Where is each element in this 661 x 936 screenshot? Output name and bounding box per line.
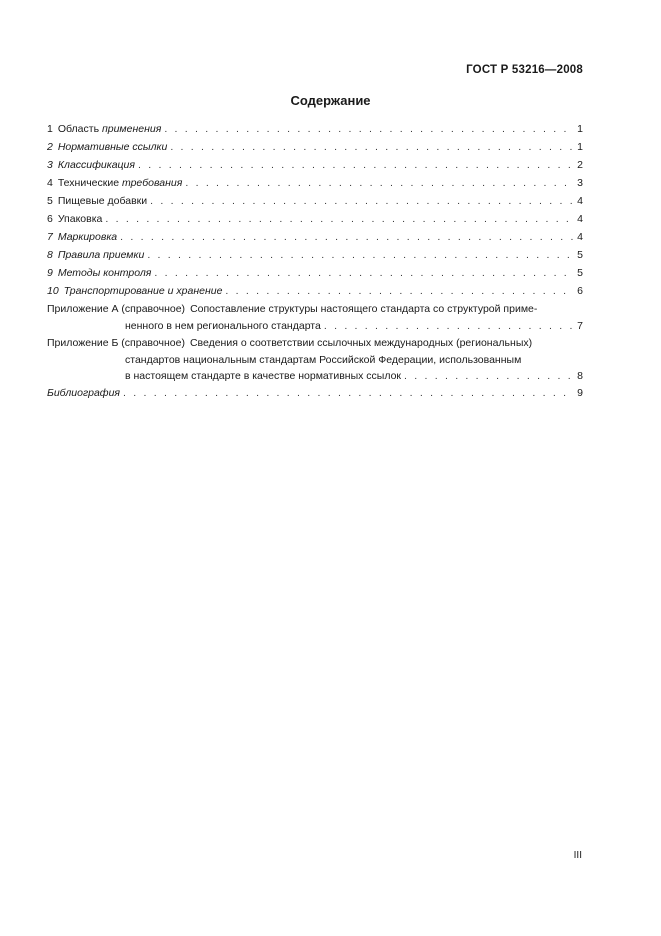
dot-leader [185,174,573,192]
entry-title-regular: Упаковка [57,213,103,225]
toc-title: Содержание [290,93,371,108]
table-of-contents [47,120,583,402]
entry-number: 7 [47,231,53,243]
entry-page: 8 [577,370,583,382]
entry-number: 2 [47,141,53,153]
entry-title-italic: требования [121,177,183,189]
bibliography-title: Библиография [47,387,121,399]
dot-leader [120,228,573,246]
toc-entry-3[interactable] [47,156,583,174]
toc-entry-1[interactable] [47,120,583,138]
entry-page: 2 [577,159,583,171]
entry-page: 1 [577,123,583,135]
entry-title-regular: Технические [57,177,122,189]
entry-title-italic: Нормативные ссылки [57,141,168,153]
entry-number: 8 [47,249,53,261]
dot-leader [164,120,573,138]
entry-page: 4 [577,195,583,207]
entry-page: 6 [577,285,583,297]
page-number: III [573,850,582,861]
dot-leader [154,264,573,282]
entry-page: 3 [577,177,583,189]
entry-page: 1 [577,141,583,153]
entry-number: 3 [47,159,53,171]
entry-page: 5 [577,249,583,261]
entry-number: 6 [47,213,53,225]
dot-leader [324,318,573,334]
toc-bibliography[interactable] [47,384,583,402]
toc-entry-9[interactable] [47,264,583,282]
toc-entry-6[interactable] [47,210,583,228]
dot-leader [225,282,573,300]
toc-entry-5[interactable] [47,192,583,210]
entry-page: 7 [577,320,583,332]
entry-title-italic: Правила приемки [57,249,145,261]
entry-number: 4 [47,177,53,189]
entry-page: 9 [577,387,583,399]
dot-leader [138,156,573,174]
entry-title-regular: Область [57,123,102,135]
appendix-label: Приложение Б (справочное) [47,337,185,349]
appendix-title-line: ненного в нем регионального стандарта [125,320,321,332]
entry-title-italic: Классификация [57,159,135,171]
dot-leader [123,384,573,402]
dot-leader [147,246,573,264]
toc-entry-8[interactable] [47,246,583,264]
entry-number: 10 [47,285,59,297]
appendix-title-line: Сопоставление структуры настоящего стандарта со структурой приме- [190,303,538,315]
toc-appendix-b[interactable] [47,334,583,384]
dot-leader [105,210,573,228]
entry-number: 9 [47,267,53,279]
toc-entry-10[interactable] [47,282,583,300]
dot-leader [150,192,573,210]
entry-page: 4 [577,213,583,225]
entry-number: 5 [47,195,53,207]
entry-title-italic: применения [101,123,162,135]
entry-page: 5 [577,267,583,279]
toc-entry-7[interactable] [47,228,583,246]
toc-entry-4[interactable] [47,174,583,192]
entry-title-italic: Транспортирование и хранение [63,285,223,297]
dot-leader [170,138,573,156]
entry-page: 4 [577,231,583,243]
appendix-title-line: стандартов национальным стандартам Российской Федерации, использованным [125,354,522,366]
toc-appendix-a[interactable] [47,300,583,334]
appendix-label: Приложение А (справочное) [47,303,186,315]
dot-leader [404,368,573,384]
toc-entry-2[interactable] [47,138,583,156]
appendix-title-line: Сведения о соответствии ссылочных международных (региональных) [189,337,533,349]
document-code: ГОСТ Р 53216—2008 [466,64,583,76]
appendix-title-line: в настоящем стандарте в качестве нормативных ссылок [125,370,402,382]
entry-title-regular: Пищевые добавки [57,195,148,207]
entry-number: 1 [47,123,53,135]
entry-title-italic: Методы контроля [57,267,152,279]
entry-title-italic: Маркировка [57,231,118,243]
